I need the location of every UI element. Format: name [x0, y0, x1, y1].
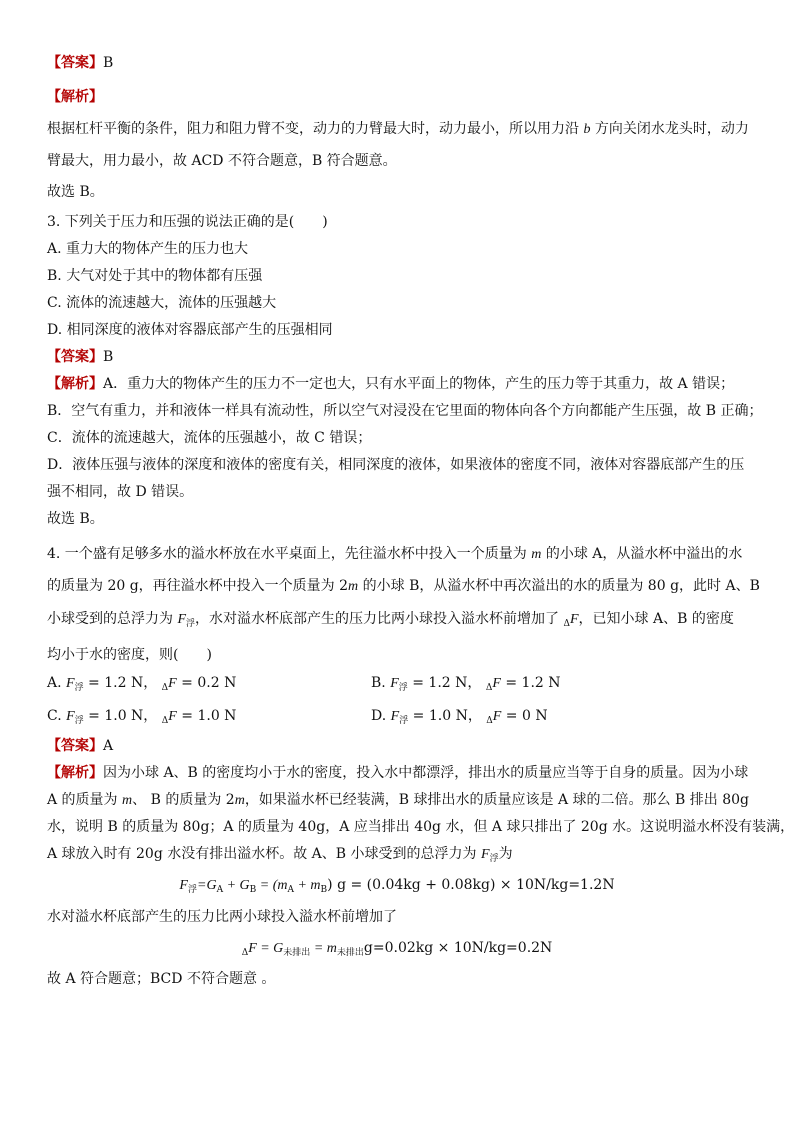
q4-option-c: C. $F_浮 = 1.0$ N， $_\Delta$F = 1.0 N	[47, 708, 237, 726]
q2-analysis-line1: 根据杠杆平衡的条件，阻力和阻力臂不变，动力的力臂最大时，动力最小，所以用力沿 b 方向关闭水龙头时，动力	[47, 121, 749, 137]
q4-equation-1: $F_浮=G_A + G_B = (m_A + m_B) g = (0.04kg + 0.08kg) \times 10N/kg=1.2N$	[179, 877, 615, 895]
q4-stem-line3: 小球受到的总浮力为 $F_浮$，水对溢水杯底部产生的压力比两小球投入溢水杯前增加了 $_\Delta$F，已知小球 A、B 的密度	[47, 611, 734, 629]
q4-equation-2: $_\Delta F = G_{未排出} = m_{未排出}g=0.02kg \times 10N/kg=0.2N$	[241, 940, 553, 958]
q3-conclusion: 故选 B。	[47, 511, 104, 527]
answer-label: 【答案】	[47, 55, 103, 71]
q3-option-a: A. 重力大的物体产生的压力也大	[47, 241, 249, 257]
q4-analysis-line1: 【解析】因为小球 A、B 的密度均小于水的密度，投入水中都漂浮，排出水的质量应当等于自身的质量。因为小球	[47, 765, 749, 781]
q3-analysis-a: 【解析】A．重力大的物体产生的压力不一定也大，只有水平面上的物体，产生的压力等于其重力，故 A 错误；	[47, 376, 735, 392]
q3-stem: 3. 下列关于压力和压强的说法正确的是( )	[47, 214, 328, 230]
q4-analysis-line5: 水对溢水杯底部产生的压力比两小球投入溢水杯前增加了	[47, 909, 397, 925]
q3-option-c: C. 流体的流速越大，流体的压强越大	[47, 295, 277, 311]
q4-stem-line1: 4. 一个盛有足够多水的溢水杯放在水平桌面上，先往溢水杯中投入一个质量为 m 的小球 A，从溢水杯中溢出的水	[47, 546, 743, 562]
q3-analysis-b: B．空气有重力，并和液体一样具有流动性，所以空气对浸没在它里面的物体向各个方向都能产生压强，故 B 正确；	[47, 403, 763, 419]
q2-answer-line	[47, 54, 113, 72]
q3-analysis-d2: 强不相同，故 D 错误。	[47, 484, 194, 500]
analysis-label: 【解析】	[47, 89, 103, 105]
q3-analysis-c: C．流体的流速越大，流体的压强越小，故 C 错误；	[47, 430, 372, 446]
q4-answer: A	[103, 738, 114, 754]
q4-analysis-line2: A 的质量为 m、 B 的质量为 2m，如果溢水杯已经装满，B 球排出水的质量应该是 A 球的二倍。那么 B 排出 80g	[47, 792, 749, 808]
q3-option-b: B. 大气对处于其中的物体都有压强	[47, 268, 263, 284]
q2-analysis-label-line	[47, 88, 103, 106]
q4-stem-line4: 均小于水的密度，则( )	[47, 647, 212, 663]
q2-analysis-line2: 臂最大，用力最小，故 ACD 不符合题意，B 符合题意。	[47, 153, 397, 169]
q3-option-d: D. 相同深度的液体对容器底部产生的压强相同	[47, 322, 333, 338]
q2-conclusion: 故选 B。	[47, 184, 104, 200]
q3-answer: B	[103, 349, 114, 365]
q4-option-a: A. $F_浮 = 1.2$ N， $_\Delta$F = 0.2 N	[47, 675, 237, 693]
q4-analysis-line3: 水，说明 B 的质量为 80g；A 的质量为 40g，A 应当排出 40g 水，但 A 球只排出了 20g 水。这说明溢水杯没有装满，	[47, 819, 794, 835]
q4-option-d: D. $F_浮 = 1.0$ N， $_\Delta$F = 0 N	[371, 708, 548, 726]
q2-answer: B	[103, 55, 114, 71]
q4-analysis-line4: A 球放入时有 20g 水没有排出溢水杯。故 A、B 小球受到的总浮力为 $F_浮$为	[47, 846, 513, 864]
q4-answer-line: 【答案】A	[47, 738, 114, 754]
q3-answer-line: 【答案】B	[47, 349, 114, 365]
q4-stem-line2: 的质量为 20 g，再往溢水杯中投入一个质量为 2m 的小球 B，从溢水杯中再次溢出的水的质量为 80 g，此时 A、B	[47, 578, 760, 594]
q4-conclusion: 故 A 符合题意；BCD 不符合题意 。	[47, 971, 276, 987]
q4-option-b: B. $F_浮 = 1.2$ N， $_\Delta$F = 1.2 N	[371, 675, 561, 693]
q3-analysis-d: D．液体压强与液体的深度和液体的密度有关，相同深度的液体，如果液体的密度不同，液体对容器底部产生的压	[47, 457, 745, 473]
